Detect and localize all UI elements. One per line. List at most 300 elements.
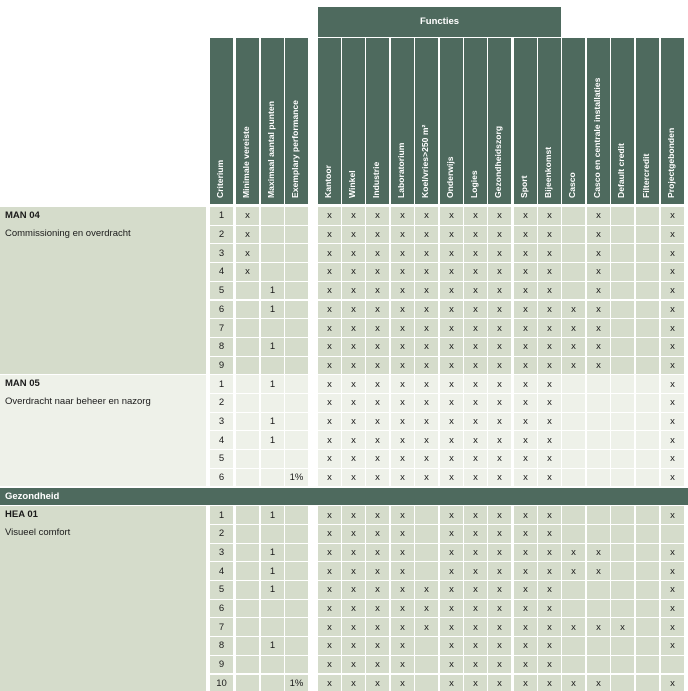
cell-projectgebonden: x — [661, 319, 684, 337]
cell-bijeenkomst: x — [538, 413, 561, 431]
cell-logies: x — [464, 226, 487, 244]
cell-maximaal-aantal-punten: 1 — [261, 338, 284, 356]
cell-industrie: x — [366, 282, 389, 300]
cell-winkel: x — [342, 319, 365, 337]
cell-onderwijs: x — [440, 394, 463, 412]
criterium-number: 9 — [210, 656, 233, 674]
cell-default-credit — [611, 207, 634, 225]
criterium-number: 1 — [210, 375, 233, 393]
criterium-number: 4 — [210, 263, 233, 281]
cell-maximaal-aantal-punten: 1 — [261, 562, 284, 580]
cell-maximaal-aantal-punten — [261, 675, 284, 691]
cell-logies: x — [464, 413, 487, 431]
cell-minimale-vereiste — [236, 675, 259, 691]
cell-sport: x — [514, 581, 537, 599]
group-code: MAN 05 — [5, 378, 40, 390]
cell-filtercredit — [636, 656, 659, 674]
cell-bijeenkomst: x — [538, 506, 561, 524]
cell-casco: x — [562, 544, 585, 562]
cell-exemplary-performance — [285, 375, 308, 393]
cell-winkel: x — [342, 413, 365, 431]
cell-casco — [562, 506, 585, 524]
cell-gezondheidszorg: x — [488, 282, 511, 300]
cell-maximaal-aantal-punten: 1 — [261, 431, 284, 449]
cell-minimale-vereiste — [236, 506, 259, 524]
cell-maximaal-aantal-punten: 1 — [261, 301, 284, 319]
cell-gezondheidszorg: x — [488, 431, 511, 449]
cell-filtercredit — [636, 675, 659, 691]
cell-maximaal-aantal-punten: 1 — [261, 282, 284, 300]
cell-onderwijs: x — [440, 301, 463, 319]
cell-projectgebonden: x — [661, 562, 684, 580]
cell-exemplary-performance — [285, 413, 308, 431]
cell-gezondheidszorg: x — [488, 226, 511, 244]
group-code: HEA 01 — [5, 509, 38, 521]
cell-industrie: x — [366, 244, 389, 262]
cell-laboratorium: x — [391, 394, 414, 412]
cell-kantoor: x — [318, 525, 341, 543]
cell-industrie: x — [366, 656, 389, 674]
cell-minimale-vereiste — [236, 656, 259, 674]
cell-industrie: x — [366, 263, 389, 281]
cell-industrie: x — [366, 394, 389, 412]
cell-casco-en-centrale-installaties: x — [587, 263, 610, 281]
cell-exemplary-performance — [285, 357, 308, 375]
criterium-number: 2 — [210, 394, 233, 412]
cell-logies: x — [464, 562, 487, 580]
cell-maximaal-aantal-punten — [261, 207, 284, 225]
cell-laboratorium: x — [391, 282, 414, 300]
cell-logies: x — [464, 600, 487, 618]
cell-casco-en-centrale-installaties: x — [587, 301, 610, 319]
cell-laboratorium: x — [391, 450, 414, 468]
cell-exemplary-performance: 1% — [285, 675, 308, 691]
functies-label: Functies — [419, 16, 460, 27]
cell-filtercredit — [636, 413, 659, 431]
cell-laboratorium: x — [391, 600, 414, 618]
cell-maximaal-aantal-punten — [261, 450, 284, 468]
cell-laboratorium: x — [391, 263, 414, 281]
cell-laboratorium: x — [391, 244, 414, 262]
cell-kantoor: x — [318, 431, 341, 449]
cell-default-credit — [611, 469, 634, 487]
cell-koel-vries-250-m — [415, 675, 438, 691]
cell-projectgebonden: x — [661, 637, 684, 655]
cell-koel-vries-250-m: x — [415, 301, 438, 319]
cell-casco-en-centrale-installaties: x — [587, 282, 610, 300]
cell-projectgebonden: x — [661, 618, 684, 636]
cell-gezondheidszorg: x — [488, 244, 511, 262]
cell-industrie: x — [366, 675, 389, 691]
cell-bijeenkomst: x — [538, 450, 561, 468]
criterium-number: 8 — [210, 338, 233, 356]
group-man-05 — [0, 375, 206, 486]
cell-casco-en-centrale-installaties: x — [587, 544, 610, 562]
cell-projectgebonden: x — [661, 431, 684, 449]
cell-koel-vries-250-m: x — [415, 357, 438, 375]
cell-laboratorium: x — [391, 338, 414, 356]
cell-default-credit — [611, 319, 634, 337]
column-header-bijeenkomst: Bijeenkomst — [538, 38, 561, 204]
cell-onderwijs: x — [440, 656, 463, 674]
cell-casco-en-centrale-installaties — [587, 656, 610, 674]
cell-casco — [562, 375, 585, 393]
cell-default-credit — [611, 226, 634, 244]
cell-minimale-vereiste — [236, 469, 259, 487]
cell-maximaal-aantal-punten — [261, 525, 284, 543]
cell-winkel: x — [342, 338, 365, 356]
cell-onderwijs: x — [440, 600, 463, 618]
section-header-gezondheid: Gezondheid — [0, 488, 688, 506]
cell-gezondheidszorg: x — [488, 301, 511, 319]
cell-logies: x — [464, 207, 487, 225]
cell-bijeenkomst: x — [538, 600, 561, 618]
cell-laboratorium: x — [391, 544, 414, 562]
group-code: MAN 04 — [5, 210, 40, 221]
cell-projectgebonden: x — [661, 581, 684, 599]
cell-winkel: x — [342, 581, 365, 599]
column-header-gezondheidszorg: Gezondheidszorg — [488, 38, 511, 204]
criterium-number: 3 — [210, 244, 233, 262]
cell-gezondheidszorg: x — [488, 525, 511, 543]
cell-logies: x — [464, 656, 487, 674]
cell-kantoor: x — [318, 581, 341, 599]
criterium-number: 7 — [210, 618, 233, 636]
cell-onderwijs: x — [440, 431, 463, 449]
cell-casco: x — [562, 618, 585, 636]
cell-minimale-vereiste: x — [236, 207, 259, 225]
cell-logies: x — [464, 581, 487, 599]
cell-filtercredit — [636, 618, 659, 636]
cell-projectgebonden: x — [661, 469, 684, 487]
cell-logies: x — [464, 637, 487, 655]
cell-industrie: x — [366, 431, 389, 449]
cell-sport: x — [514, 263, 537, 281]
criterium-number: 8 — [210, 637, 233, 655]
cell-filtercredit — [636, 301, 659, 319]
cell-minimale-vereiste — [236, 600, 259, 618]
cell-filtercredit — [636, 525, 659, 543]
criterium-number: 4 — [210, 562, 233, 580]
cell-laboratorium: x — [391, 413, 414, 431]
cell-gezondheidszorg: x — [488, 319, 511, 337]
cell-kantoor: x — [318, 207, 341, 225]
cell-industrie: x — [366, 338, 389, 356]
cell-sport: x — [514, 600, 537, 618]
cell-laboratorium: x — [391, 469, 414, 487]
cell-sport: x — [514, 431, 537, 449]
cell-winkel: x — [342, 282, 365, 300]
cell-winkel: x — [342, 637, 365, 655]
cell-winkel: x — [342, 244, 365, 262]
cell-exemplary-performance — [285, 207, 308, 225]
cell-gezondheidszorg: x — [488, 562, 511, 580]
cell-projectgebonden: x — [661, 600, 684, 618]
cell-default-credit — [611, 562, 634, 580]
cell-koel-vries-250-m: x — [415, 226, 438, 244]
cell-bijeenkomst: x — [538, 357, 561, 375]
cell-default-credit — [611, 282, 634, 300]
cell-koel-vries-250-m: x — [415, 413, 438, 431]
cell-filtercredit — [636, 338, 659, 356]
cell-onderwijs: x — [440, 282, 463, 300]
cell-bijeenkomst: x — [538, 675, 561, 691]
cell-minimale-vereiste — [236, 394, 259, 412]
cell-onderwijs: x — [440, 413, 463, 431]
column-header-minimale-vereiste: Minimale vereiste — [236, 38, 259, 204]
cell-bijeenkomst: x — [538, 469, 561, 487]
cell-onderwijs: x — [440, 244, 463, 262]
cell-industrie: x — [366, 506, 389, 524]
cell-koel-vries-250-m: x — [415, 207, 438, 225]
cell-sport: x — [514, 413, 537, 431]
cell-onderwijs: x — [440, 675, 463, 691]
cell-industrie: x — [366, 357, 389, 375]
cell-projectgebonden: x — [661, 282, 684, 300]
cell-logies: x — [464, 394, 487, 412]
cell-koel-vries-250-m: x — [415, 338, 438, 356]
cell-projectgebonden: x — [661, 263, 684, 281]
column-header-laboratorium: Laboratorium — [391, 38, 414, 204]
cell-winkel: x — [342, 263, 365, 281]
cell-default-credit — [611, 375, 634, 393]
cell-exemplary-performance — [285, 301, 308, 319]
cell-laboratorium: x — [391, 375, 414, 393]
cell-logies: x — [464, 506, 487, 524]
cell-exemplary-performance — [285, 319, 308, 337]
cell-casco — [562, 207, 585, 225]
criterium-number: 4 — [210, 431, 233, 449]
cell-kantoor: x — [318, 506, 341, 524]
cell-sport: x — [514, 319, 537, 337]
cell-bijeenkomst: x — [538, 319, 561, 337]
cell-exemplary-performance — [285, 450, 308, 468]
cell-projectgebonden: x — [661, 675, 684, 691]
cell-koel-vries-250-m — [415, 525, 438, 543]
cell-kantoor: x — [318, 637, 341, 655]
cell-winkel: x — [342, 207, 365, 225]
cell-koel-vries-250-m: x — [415, 450, 438, 468]
cell-winkel: x — [342, 618, 365, 636]
cell-sport: x — [514, 675, 537, 691]
cell-kantoor: x — [318, 338, 341, 356]
cell-filtercredit — [636, 562, 659, 580]
cell-exemplary-performance — [285, 637, 308, 655]
cell-kantoor: x — [318, 450, 341, 468]
cell-koel-vries-250-m: x — [415, 319, 438, 337]
column-header-winkel: Winkel — [342, 38, 365, 204]
cell-koel-vries-250-m — [415, 562, 438, 580]
cell-gezondheidszorg: x — [488, 637, 511, 655]
cell-maximaal-aantal-punten: 1 — [261, 581, 284, 599]
cell-bijeenkomst: x — [538, 338, 561, 356]
cell-casco-en-centrale-installaties: x — [587, 319, 610, 337]
cell-winkel: x — [342, 394, 365, 412]
cell-casco — [562, 525, 585, 543]
cell-sport: x — [514, 244, 537, 262]
cell-casco-en-centrale-installaties — [587, 413, 610, 431]
cell-casco: x — [562, 562, 585, 580]
cell-filtercredit — [636, 431, 659, 449]
cell-winkel: x — [342, 431, 365, 449]
cell-default-credit — [611, 301, 634, 319]
cell-bijeenkomst: x — [538, 618, 561, 636]
cell-kantoor: x — [318, 319, 341, 337]
cell-filtercredit — [636, 469, 659, 487]
cell-logies: x — [464, 375, 487, 393]
cell-laboratorium: x — [391, 226, 414, 244]
column-header-onderwijs: Onderwijs — [440, 38, 463, 204]
cell-onderwijs: x — [440, 506, 463, 524]
cell-gezondheidszorg: x — [488, 394, 511, 412]
cell-default-credit — [611, 675, 634, 691]
cell-minimale-vereiste: x — [236, 244, 259, 262]
cell-logies: x — [464, 525, 487, 543]
cell-sport: x — [514, 301, 537, 319]
cell-filtercredit — [636, 207, 659, 225]
cell-laboratorium: x — [391, 207, 414, 225]
cell-exemplary-performance — [285, 600, 308, 618]
cell-casco: x — [562, 301, 585, 319]
cell-winkel: x — [342, 656, 365, 674]
cell-bijeenkomst: x — [538, 562, 561, 580]
cell-exemplary-performance — [285, 562, 308, 580]
cell-bijeenkomst: x — [538, 263, 561, 281]
criterium-number: 5 — [210, 282, 233, 300]
cell-minimale-vereiste — [236, 357, 259, 375]
cell-onderwijs: x — [440, 525, 463, 543]
cell-winkel: x — [342, 562, 365, 580]
column-header-projectgebonden: Projectgebonden — [661, 38, 684, 204]
cell-default-credit: x — [611, 618, 634, 636]
cell-sport: x — [514, 207, 537, 225]
cell-bijeenkomst: x — [538, 431, 561, 449]
cell-kantoor: x — [318, 544, 341, 562]
cell-bijeenkomst: x — [538, 375, 561, 393]
cell-kantoor: x — [318, 600, 341, 618]
cell-bijeenkomst: x — [538, 544, 561, 562]
cell-minimale-vereiste — [236, 338, 259, 356]
cell-projectgebonden: x — [661, 226, 684, 244]
cell-casco-en-centrale-installaties — [587, 637, 610, 655]
column-header-casco: Casco — [562, 38, 585, 204]
cell-sport: x — [514, 450, 537, 468]
cell-minimale-vereiste — [236, 431, 259, 449]
cell-projectgebonden: x — [661, 450, 684, 468]
cell-industrie: x — [366, 207, 389, 225]
cell-logies: x — [464, 469, 487, 487]
cell-koel-vries-250-m: x — [415, 469, 438, 487]
cell-laboratorium: x — [391, 357, 414, 375]
cell-filtercredit — [636, 581, 659, 599]
cell-projectgebonden: x — [661, 394, 684, 412]
column-header-filtercredit: Filtercredit — [636, 38, 659, 204]
cell-sport: x — [514, 506, 537, 524]
cell-sport: x — [514, 282, 537, 300]
cell-kantoor: x — [318, 675, 341, 691]
cell-koel-vries-250-m: x — [415, 244, 438, 262]
cell-exemplary-performance — [285, 431, 308, 449]
column-header-criterium: Criterium — [210, 38, 233, 204]
criterium-number: 3 — [210, 413, 233, 431]
cell-filtercredit — [636, 226, 659, 244]
cell-onderwijs: x — [440, 226, 463, 244]
cell-maximaal-aantal-punten — [261, 244, 284, 262]
cell-casco-en-centrale-installaties — [587, 394, 610, 412]
cell-industrie: x — [366, 544, 389, 562]
criterium-number: 10 — [210, 675, 233, 691]
cell-casco — [562, 226, 585, 244]
cell-casco-en-centrale-installaties: x — [587, 338, 610, 356]
cell-industrie: x — [366, 375, 389, 393]
cell-sport: x — [514, 394, 537, 412]
cell-projectgebonden: x — [661, 357, 684, 375]
criterium-number: 6 — [210, 301, 233, 319]
cell-maximaal-aantal-punten: 1 — [261, 375, 284, 393]
cell-minimale-vereiste — [236, 301, 259, 319]
cell-projectgebonden: x — [661, 544, 684, 562]
cell-filtercredit — [636, 544, 659, 562]
cell-projectgebonden — [661, 525, 684, 543]
cell-laboratorium: x — [391, 431, 414, 449]
cell-sport: x — [514, 618, 537, 636]
cell-minimale-vereiste — [236, 544, 259, 562]
column-header-maximaal-aantal-punten: Maximaal aantal punten — [261, 38, 284, 204]
cell-kantoor: x — [318, 394, 341, 412]
cell-industrie: x — [366, 581, 389, 599]
cell-logies: x — [464, 544, 487, 562]
cell-onderwijs: x — [440, 357, 463, 375]
cell-casco — [562, 656, 585, 674]
cell-default-credit — [611, 637, 634, 655]
cell-onderwijs: x — [440, 637, 463, 655]
cell-gezondheidszorg: x — [488, 413, 511, 431]
cell-onderwijs: x — [440, 544, 463, 562]
cell-maximaal-aantal-punten — [261, 319, 284, 337]
cell-sport: x — [514, 562, 537, 580]
cell-bijeenkomst: x — [538, 637, 561, 655]
cell-casco — [562, 282, 585, 300]
cell-bijeenkomst: x — [538, 282, 561, 300]
cell-industrie: x — [366, 600, 389, 618]
cell-maximaal-aantal-punten — [261, 600, 284, 618]
cell-maximaal-aantal-punten — [261, 469, 284, 487]
cell-casco-en-centrale-installaties — [587, 506, 610, 524]
cell-maximaal-aantal-punten — [261, 394, 284, 412]
cell-casco — [562, 450, 585, 468]
functies-header — [318, 7, 561, 37]
cell-exemplary-performance — [285, 506, 308, 524]
cell-sport: x — [514, 226, 537, 244]
cell-default-credit — [611, 263, 634, 281]
column-header-default-credit: Default credit — [611, 38, 634, 204]
cell-default-credit — [611, 244, 634, 262]
cell-default-credit — [611, 431, 634, 449]
cell-minimale-vereiste — [236, 413, 259, 431]
criterium-number: 6 — [210, 600, 233, 618]
cell-maximaal-aantal-punten — [261, 618, 284, 636]
cell-gezondheidszorg: x — [488, 656, 511, 674]
column-header-koel-vries-250-m: Koel/vries>250 m² — [415, 38, 438, 204]
cell-koel-vries-250-m — [415, 506, 438, 524]
cell-maximaal-aantal-punten — [261, 357, 284, 375]
cell-onderwijs: x — [440, 375, 463, 393]
cell-gezondheidszorg: x — [488, 581, 511, 599]
cell-logies: x — [464, 263, 487, 281]
cell-koel-vries-250-m — [415, 544, 438, 562]
cell-koel-vries-250-m: x — [415, 263, 438, 281]
cell-logies: x — [464, 301, 487, 319]
